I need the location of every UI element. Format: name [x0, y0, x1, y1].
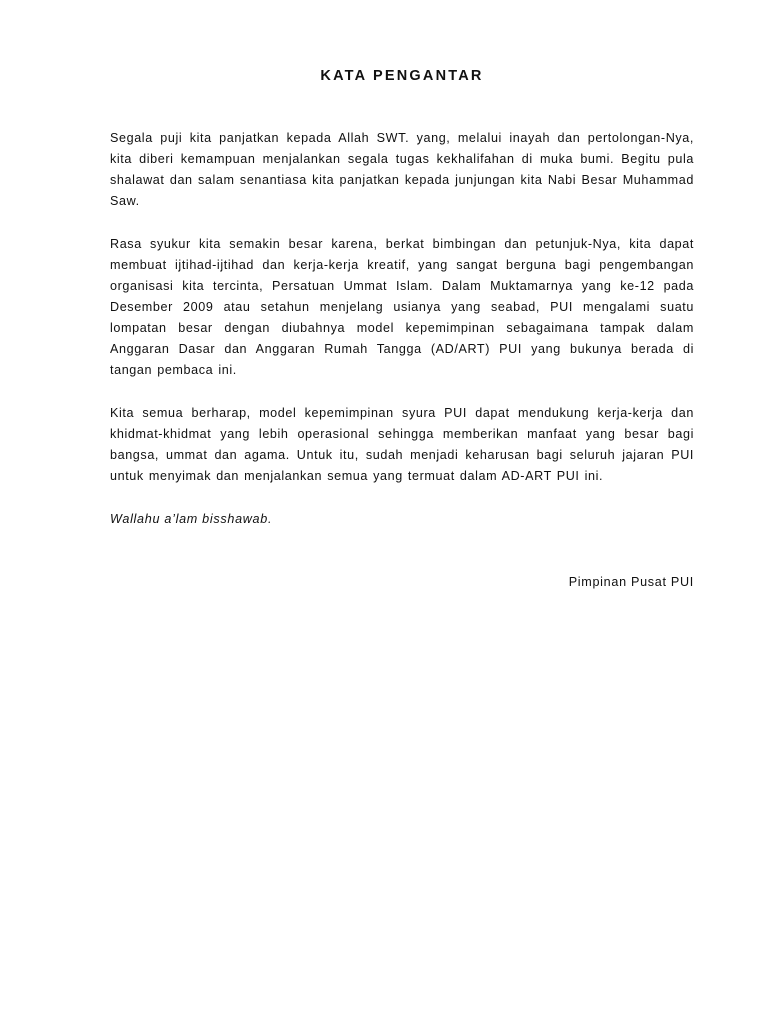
paragraph-gratitude: Rasa syukur kita semakin besar karena, berkat bimbingan dan petunjuk-Nya, kita dapat membuat ijtihad-ijtihad dan kerja-kerja kreatif, yang sangat berguna bagi pengembangan organisasi kita tercinta, Persatuan Ummat Islam. Dalam Muktamarnya yang ke-12 pada Desember 2009 atau setahun menjelang usianya yang seabad, PUI mengalami suatu lompatan besar dengan diubahnya model kepemimpinan sebagaimana tampak dalam Anggaran Dasar dan Anggaran Rumah Tangga (AD/ART) PUI yang bukunya berada di tangan pembaca ini.: [110, 237, 694, 377]
document-page: [110, 0, 694, 1024]
signature: Pimpinan Pusat PUI: [568, 575, 694, 589]
document-body: [110, 128, 694, 593]
paragraph-intro: Segala puji kita panjatkan kepada Allah SWT. yang, melalui inayah dan pertolongan-Nya, kita diberi kemampuan menjalankan segala tugas kekhalifahan di muka bumi. Begitu pula shalawat dan salam senantiasa kita panjatkan kepada junjungan kita Nabi Besar Muhammad Saw.: [110, 131, 694, 208]
closing-phrase: Wallahu a’lam bisshawab.: [110, 512, 273, 526]
paragraph-hope: Kita semua berharap, model kepemimpinan syura PUI dapat mendukung kerja-kerja dan khidmat-khidmat yang lebih operasional sehingga memberikan manfaat yang besar bagi bangsa, ummat dan agama. Untuk itu, sudah menjadi keharusan bagi seluruh jajaran PUI untuk menyimak dan menjalankan semua yang termuat dalam AD-ART PUI ini.: [110, 406, 694, 483]
page-title: KATA PENGANTAR: [320, 68, 484, 84]
